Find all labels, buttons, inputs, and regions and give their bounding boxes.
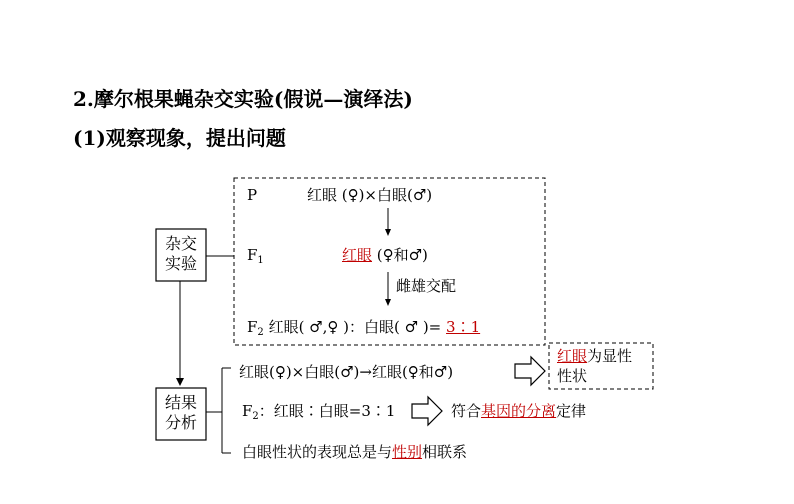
- f2-row: [247, 320, 480, 338]
- section-subtitle: (1)观察现象，提出问题: [73, 126, 286, 150]
- row2-subscript: 2: [252, 411, 259, 422]
- row2-text: ：红眼∶白眼=3∶1: [258, 402, 396, 420]
- f1-result: [342, 248, 428, 263]
- f2-text: 红眼( ♂,♀ )：白眼( ♂ )=: [263, 318, 442, 336]
- f1-letter: F: [247, 246, 258, 264]
- row3-prefix: 白眼性状的表现总是与: [242, 443, 393, 461]
- analysis-row2: [242, 404, 395, 422]
- row2-prefix: 符合: [451, 402, 482, 420]
- conclusion-line2: 性状: [557, 367, 588, 385]
- row3-suffix: 相联系: [422, 443, 468, 461]
- analysis-row2-law: [451, 404, 586, 419]
- row2-answer: 基因的分离: [481, 402, 557, 420]
- analysis-row3: [242, 445, 467, 460]
- row2-suffix: 定律: [556, 402, 587, 420]
- analysis-row1: 红眼(♀)×白眼(♂)→红眼(♀和♂): [239, 363, 454, 381]
- f1-answer: 红眼: [342, 246, 373, 264]
- f1-cross: 雌雄交配: [396, 277, 457, 295]
- f2-subscript: 2: [257, 327, 264, 338]
- conclusion-line1: [557, 349, 632, 364]
- p-f1-arrow-head: [385, 229, 391, 236]
- p-label: P: [247, 186, 258, 204]
- hollow-arrow-1: [515, 357, 545, 385]
- hybrid-line1: 杂交: [164, 234, 197, 253]
- p-cross: 红眼 (♀)×白眼(♂): [307, 186, 433, 204]
- f1-label: [247, 248, 264, 266]
- section-title: 2.摩尔根果蝇杂交实验(假说—演绎法): [73, 87, 413, 111]
- result-box-label: [159, 393, 203, 433]
- conclusion-rest: 为显性: [587, 347, 633, 365]
- f1-rest: (♀和♂): [376, 246, 428, 264]
- down-arrow-head: [176, 378, 184, 386]
- f1-f2-arrow-head: [385, 299, 391, 306]
- result-line1: 结果: [164, 393, 197, 412]
- row2-letter: F: [242, 402, 253, 420]
- f2-letter: F: [247, 318, 258, 336]
- hollow-arrow-2: [412, 397, 442, 425]
- conclusion-answer: 红眼: [557, 347, 588, 365]
- f2-answer: 3∶1: [446, 318, 481, 336]
- diagram-panel: [149, 172, 655, 464]
- row3-answer: 性别: [392, 443, 423, 461]
- result-line2: 分析: [164, 413, 197, 432]
- hybrid-line2: 实验: [164, 254, 197, 273]
- hybrid-box-label: [159, 234, 203, 274]
- f1-subscript: 1: [257, 255, 264, 266]
